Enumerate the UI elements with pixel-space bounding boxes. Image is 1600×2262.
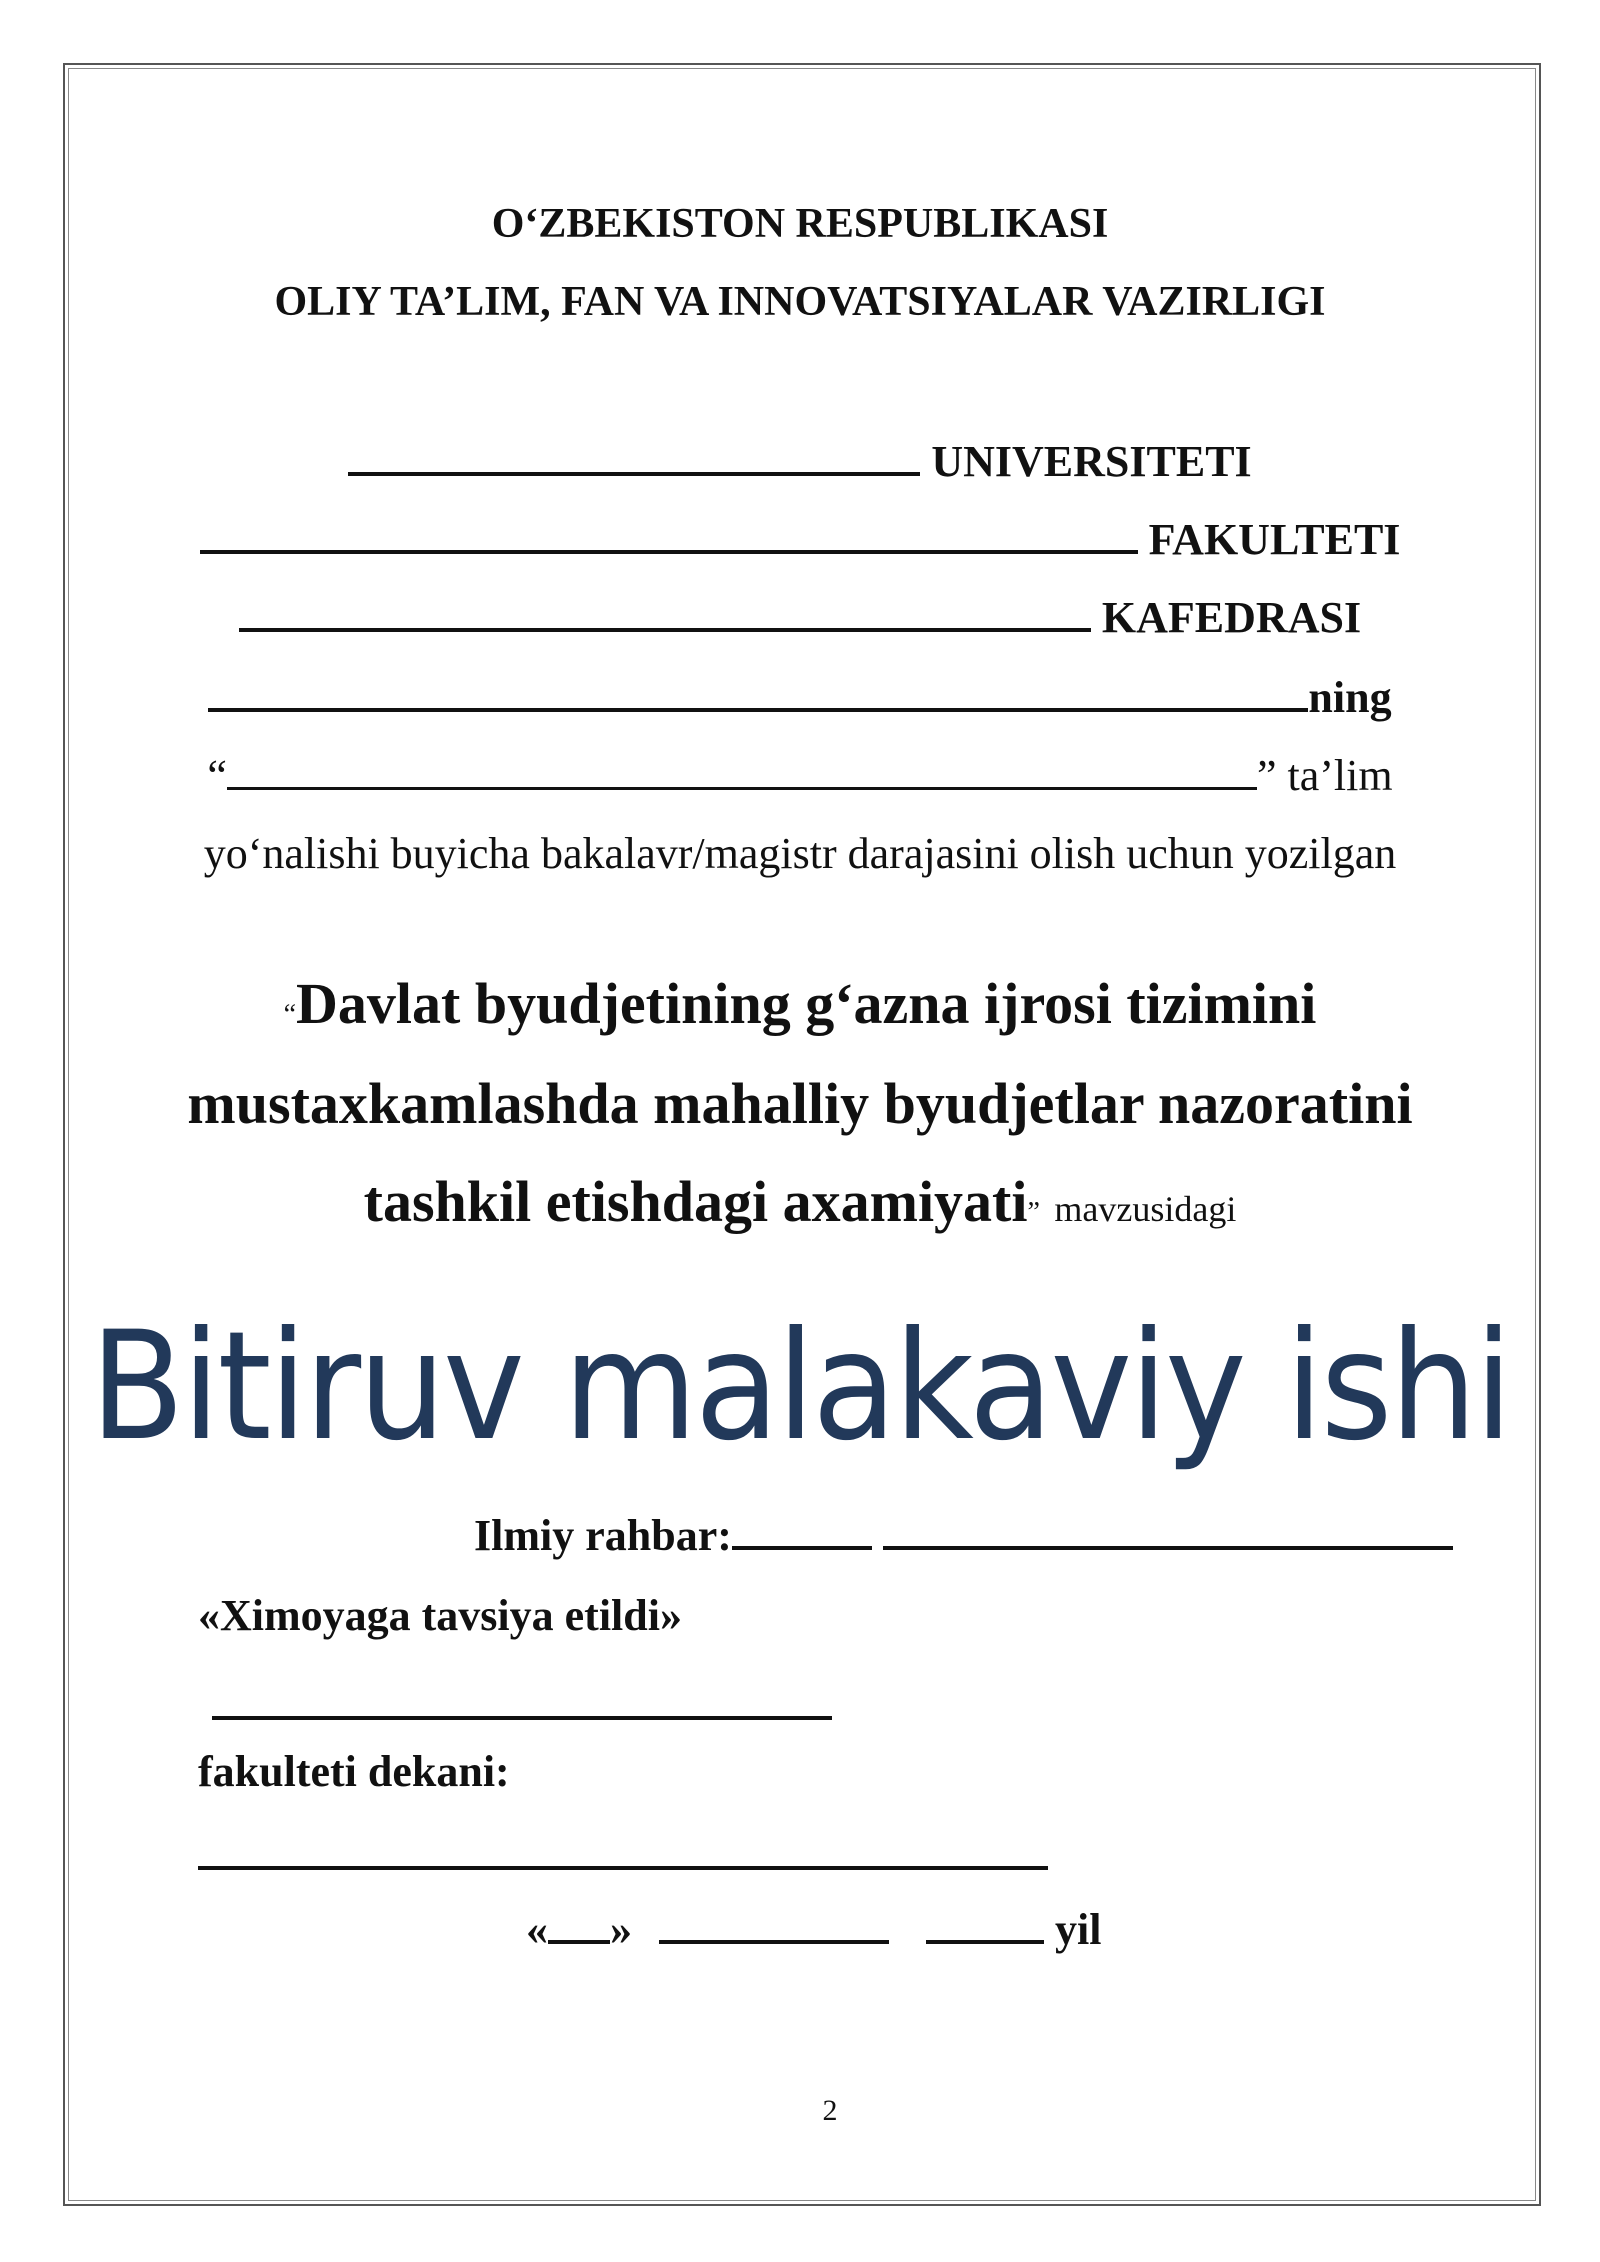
- ministry-heading: OLIY TA’LIM, FAN VA INNOVATSIYALAR VAZIRLIGI: [274, 279, 1326, 325]
- talim-label: ” ta’lim: [1256, 751, 1393, 800]
- ning-blank: [208, 704, 1308, 712]
- department-blank: [239, 624, 1091, 632]
- supervisor-blank-short: [732, 1542, 872, 1550]
- dean-label: fakulteti dekani:: [198, 1747, 510, 1796]
- work-type-title: Bitiruv malakaviy ishi: [89, 1300, 1511, 1474]
- university-blank: [348, 468, 920, 476]
- topic-line-1: [0, 970, 1600, 1037]
- faculty-line: [0, 514, 1600, 565]
- page-number: 2: [822, 2094, 838, 2127]
- direction-name-line: [0, 750, 1600, 801]
- recommended-label: «Ximoyaga tavsiya etildi»: [198, 1591, 682, 1640]
- faculty-label: FAKULTETI: [1148, 515, 1401, 564]
- recommended-blank-line: [212, 1680, 832, 1731]
- university-line: [0, 436, 1600, 487]
- topic-line-3: [0, 1168, 1600, 1235]
- department-line: [0, 592, 1600, 643]
- supervisor-label: Ilmiy rahbar:: [474, 1511, 732, 1560]
- country-heading: O‘ZBEKISTON RESPUBLIKASI: [491, 201, 1109, 247]
- supervisor-blank-long: [883, 1542, 1453, 1550]
- date-day-blank: [548, 1936, 610, 1944]
- date-open: «: [526, 1905, 548, 1954]
- direction-description: yo‘nalishi buyicha bakalavr/magistr darajasini olish uchun yozilgan: [203, 829, 1397, 878]
- university-label: UNIVERSITETI: [931, 437, 1252, 486]
- dean-blank: [198, 1862, 1048, 1870]
- open-quote: “: [207, 751, 227, 800]
- ning-label: ning: [1308, 673, 1392, 722]
- topic-close-quote: ”: [1027, 1197, 1040, 1228]
- date-line: [526, 1904, 1101, 1955]
- recommended-blank: [212, 1712, 832, 1720]
- direction-blank: [227, 784, 1257, 790]
- ning-line: [0, 672, 1600, 723]
- supervisor-line: [474, 1510, 1453, 1561]
- topic-open-quote: “: [283, 999, 296, 1030]
- topic-line-2: mustaxkamlashda mahalliy byudjetlar nazoratini: [187, 1071, 1413, 1136]
- dean-blank-line: [198, 1830, 1048, 1881]
- date-close: »: [610, 1905, 632, 1954]
- date-month-blank: [659, 1936, 889, 1944]
- faculty-blank: [200, 546, 1138, 554]
- department-label: KAFEDRASI: [1101, 593, 1362, 642]
- year-label: yil: [1055, 1905, 1102, 1954]
- topic-suffix: mavzusidagi: [1054, 1189, 1237, 1229]
- date-year-blank: [926, 1936, 1044, 1944]
- topic-text-3: tashkil etishdagi axamiyati: [363, 1169, 1028, 1234]
- topic-text-1: Davlat byudjetining g‘azna ijrosi tizimini: [296, 971, 1317, 1036]
